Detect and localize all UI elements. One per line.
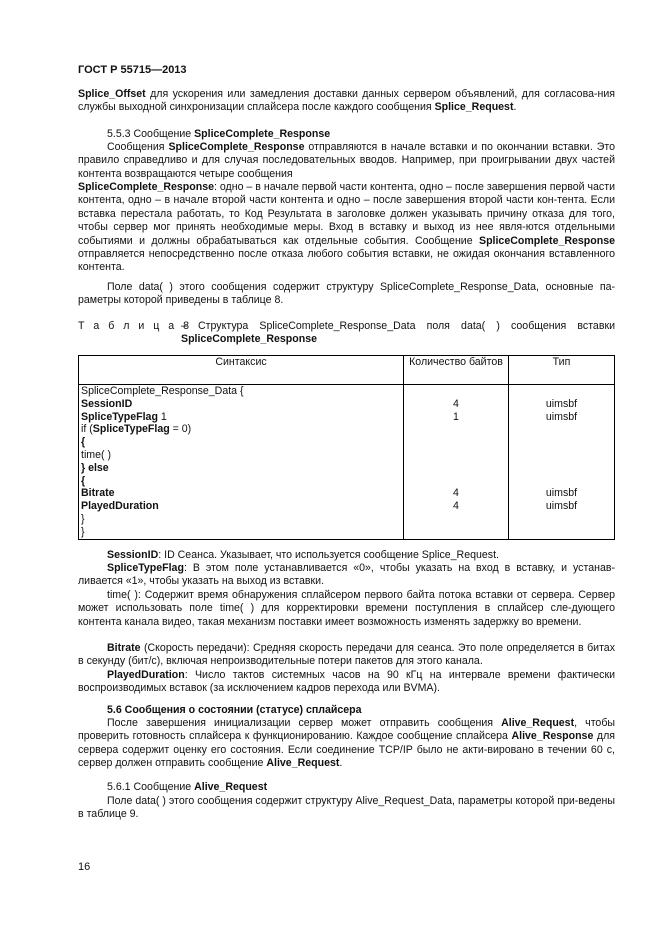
syntax-line: { xyxy=(81,474,86,487)
term-splice-offset: Splice_Offset xyxy=(78,88,146,100)
value: 4 xyxy=(453,500,459,513)
text: . xyxy=(339,757,343,770)
term: SpliceTypeFlag xyxy=(92,423,170,436)
def-playedduration xyxy=(78,669,615,696)
table-caption xyxy=(78,320,615,345)
section-5-6-1-heading xyxy=(78,781,615,794)
value: uimsbf xyxy=(545,397,578,410)
text: отправляются в начале вставки и по окончании вставки. Это правило справедливо и для случая последовательных вводов. Например, при проигрывании двух частей контента возвращаются четыре сообщения xyxy=(78,141,615,180)
section-5-5-3-heading xyxy=(78,128,615,141)
term-splice-request: Splice_Request xyxy=(434,101,514,114)
syntax-line: SpliceComplete_Response_Data { xyxy=(81,385,244,397)
structure-table xyxy=(78,355,615,540)
paragraph-data-field: Поле data( ) этого сообщения содержит структуру SpliceComplete_Response_Data, основные па-раметры которой приведены в таблице 8. xyxy=(78,281,615,307)
table-title-cont: SpliceComplete_Response xyxy=(181,333,317,345)
value: uimsbf xyxy=(545,500,578,513)
text: для ускорения или замедления доставки данных сервером объявлений, для согласова-ния службы выходной синхронизации сплайсера после каждого сообщения xyxy=(78,88,615,114)
text: . xyxy=(513,101,517,114)
syntax-line: } xyxy=(81,525,85,538)
table-title: – Структура SpliceComplete_Response_Data поля data( ) сообщения вставки xyxy=(181,320,615,332)
text: (Скорость передачи): Средняя скорость передачи для сеанса. Это поле определяется в битах в секунду (бит/с), включая непроизводительные потери пакетов для этого канала. xyxy=(78,642,615,668)
text: : ID Сеанса. Указывает, что используется сообщение Splice_Request. xyxy=(158,549,499,561)
term: Alive_Request xyxy=(501,717,575,729)
syntax-cell xyxy=(79,385,404,540)
text: : одно – в начале первой части контента, одно – после завершения первой части контента, одно – в начале второй части контента и одно – после завершения второй части кон-тента. Если вставка перестала работать, то Код Результата в заголовке должен указывать причину отказа для того, чтобы сервер мог принять необходимые меры. Вход в вставку и выход из нее явля-ются отдельными событиями и должны обрабатываться как отдельные события. Сообщение xyxy=(78,181,615,247)
term: SpliceComplete_Response xyxy=(194,128,331,140)
table-body-row xyxy=(79,385,615,540)
term: SpliceTypeFlag xyxy=(107,562,184,574)
text: Сообщения xyxy=(107,141,169,153)
text: , чтобы проверить готовность сплайсера к функционированию. Каждое сообщение сплайсера xyxy=(78,717,615,743)
syntax-line: } xyxy=(81,512,85,525)
value: 4 xyxy=(453,397,459,410)
text: отправляется непосредственно после отказа любого события вставки, не ожидая окончания вставленного контента. xyxy=(78,248,615,274)
paragraph-splice-offset xyxy=(78,88,615,115)
term: Alive_Response xyxy=(511,730,594,743)
syntax-line: Bitrate xyxy=(81,487,115,500)
def-sessionid xyxy=(78,549,615,562)
syntax-line: { xyxy=(81,436,86,449)
paragraph-alive-data: Поле data( ) этого сообщения содержит структуру Alive_Request_Data, параметры которой при-ведены в таблице 9. xyxy=(78,795,615,821)
text: 1 xyxy=(157,410,167,423)
term: SessionID xyxy=(107,549,159,561)
syntax-line: SpliceTypeFlag xyxy=(81,410,158,423)
bytes-cell xyxy=(404,385,509,540)
term: Bitrate xyxy=(107,642,141,654)
text: : В этом поле устанавливается «0», чтобы указать на вход в вставку, и устанав-ливается «1», чтобы указать на выход из вставки. xyxy=(78,562,615,588)
text: 5.6.1 Сообщение xyxy=(107,781,195,793)
def-bitrate xyxy=(78,642,615,669)
col-type: Тип xyxy=(509,356,615,385)
value: 4 xyxy=(453,487,459,500)
table-header-row xyxy=(79,356,615,385)
term: SpliceComplete_Response xyxy=(78,181,214,193)
text: 5.5.3 Сообщение xyxy=(107,128,195,140)
value: 1 xyxy=(453,410,459,423)
term: SpliceComplete_Response xyxy=(168,141,305,153)
text: = 0) xyxy=(169,423,192,436)
syntax-line: } else xyxy=(81,461,109,474)
def-time: time( ): Содержит время обнаружения сплайсером первого байта потока вставки от сервера. Сервер может использовать поле time( ) для корректировки времени поступления в сплайсер сле-дующего контента канала видео, такая механизм поставки имеет возможность изменять задержку во времени. xyxy=(78,589,615,628)
value: uimsbf xyxy=(545,487,578,500)
type-cell xyxy=(509,385,615,540)
value: uimsbf xyxy=(545,410,578,423)
paragraph-alive xyxy=(78,717,615,771)
col-syntax: Синтаксис xyxy=(79,356,404,385)
term: Alive_Request xyxy=(266,757,340,770)
text: для сервера содержит оценку его состояния. Если соединение TCP/IP было не акти-вировано в течении 60 с, сервер должен отправить сообщение xyxy=(78,730,615,770)
paragraph-splicecomplete-intro xyxy=(78,141,615,181)
syntax-line: SessionID xyxy=(81,397,133,410)
term: PlayedDuration xyxy=(107,669,185,681)
section-5-6-heading: 5.6 Сообщения о состоянии (статусе) сплайсера xyxy=(107,704,362,716)
text: if ( xyxy=(81,423,93,436)
term: Alive_Request xyxy=(194,781,268,793)
table-label: Т а б л и ц а 8 xyxy=(78,320,192,332)
col-bytes: Количество байтов xyxy=(404,356,509,385)
standard-header: ГОСТ Р 55715—2013 xyxy=(78,64,187,76)
text: После завершения инициализации сервер может отправить сообщения xyxy=(107,717,502,729)
def-splicetypeflag xyxy=(78,562,615,589)
page-number: 16 xyxy=(78,861,91,873)
syntax-line: time( ) xyxy=(81,448,112,461)
paragraph-splicecomplete-detail xyxy=(78,181,615,275)
syntax-line: PlayedDuration xyxy=(81,500,159,513)
text: : Число тактов системных часов на 90 кГц на интервале времени фактически воспроизводимых вставок (за исключением кадров перехода или BVMA). xyxy=(78,669,615,695)
term: SpliceComplete_Response xyxy=(479,234,615,247)
